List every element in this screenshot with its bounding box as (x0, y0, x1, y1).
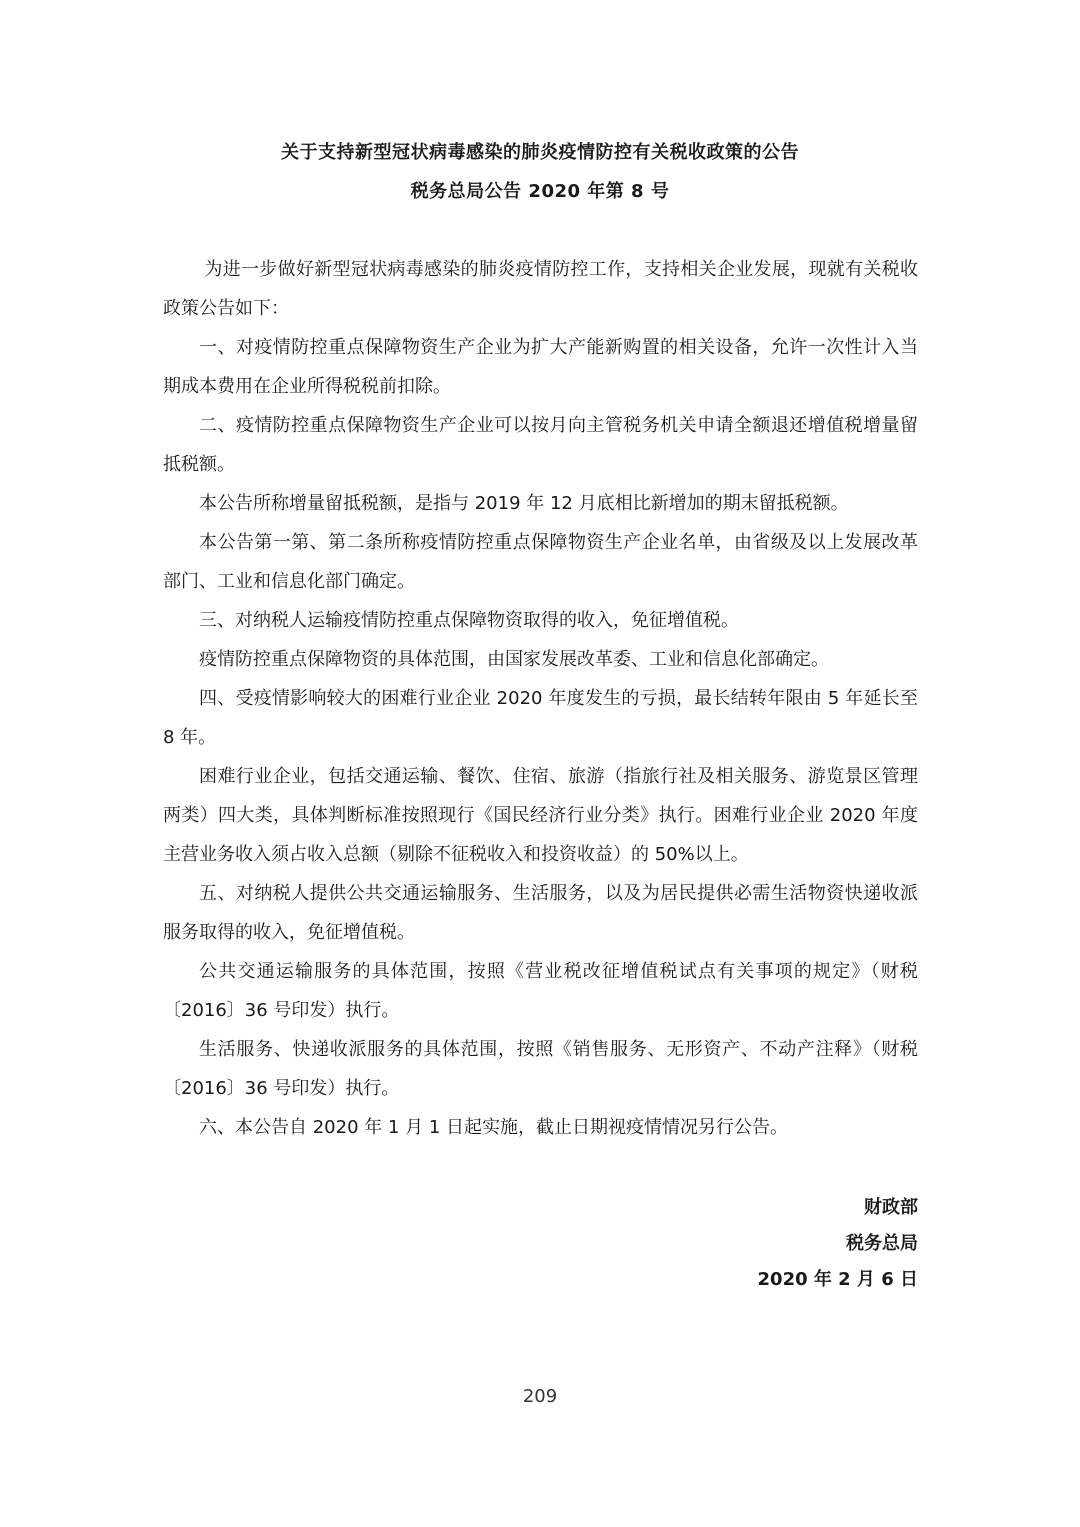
paragraph-2: 二、疫情防控重点保障物资生产企业可以按月向主管税务机关申请全额退还增值税增量留抵税额。 (163, 415, 918, 475)
document-title: 关于支持新型冠状病毒感染的肺炎疫情防控有关税收政策的公告 (281, 142, 799, 163)
paragraph-5: 三、对纳税人运输疫情防控重点保障物资取得的收入，免征增值税。 (199, 610, 739, 631)
signature-date: 2020 年 2 月 6 日 (757, 1269, 918, 1290)
paragraph-intro: 为进一步做好新型冠状病毒感染的肺炎疫情防控工作，支持相关企业发展，现就有关税收政策公告如下： (163, 259, 918, 319)
paragraph-9: 五、对纳税人提供公共交通运输服务、生活服务，以及为居民提供必需生活物资快递收派服务取得的收入，免征增值税。 (163, 883, 918, 943)
signature-org-tax-bureau: 税务总局 (846, 1233, 918, 1254)
paragraph-7: 四、受疫情影响较大的困难行业企业 2020 年度发生的亏损，最长结转年限由 5 年延长至 8 年。 (163, 688, 918, 748)
signature-org-ministry: 财政部 (864, 1197, 918, 1218)
paragraph-12: 六、本公告自 2020 年 1 月 1 日起实施，截止日期视疫情情况另行公告。 (199, 1117, 789, 1138)
paragraph-11: 生活服务、快递收派服务的具体范围，按照《销售服务、无形资产、不动产注释》（财税〔2016〕36 号印发）执行。 (163, 1039, 918, 1099)
paragraph-4: 本公告第一第、第二条所称疫情防控重点保障物资生产企业名单，由省级及以上发展改革部门、工业和信息化部门确定。 (163, 532, 918, 592)
signature-block (758, 1190, 918, 1298)
document-body (163, 250, 918, 1147)
paragraph-8: 困难行业企业，包括交通运输、餐饮、住宿、旅游（指旅行社及相关服务、游览景区管理两类）四大类，具体判断标准按照现行《国民经济行业分类》执行。困难行业企业 2020 年度主营业务收入须占收入总额（剔除不征税收入和投资收益）的 50%以上。 (163, 766, 918, 865)
page-number: 209 (522, 1386, 558, 1407)
paragraph-3: 本公告所称增量留抵税额，是指与 2019 年 12 月底相比新增加的期末留抵税额。 (199, 493, 849, 514)
paragraph-10: 公共交通运输服务的具体范围，按照《营业税改征增值税试点有关事项的规定》（财税〔2016〕36 号印发）执行。 (163, 961, 918, 1021)
document-subtitle: 税务总局公告 2020 年第 8 号 (410, 181, 670, 202)
paragraph-1: 一、对疫情防控重点保障物资生产企业为扩大产能新购置的相关设备，允许一次性计入当期成本费用在企业所得税税前扣除。 (163, 337, 918, 397)
paragraph-6: 疫情防控重点保障物资的具体范围，由国家发展改革委、工业和信息化部确定。 (199, 649, 829, 670)
